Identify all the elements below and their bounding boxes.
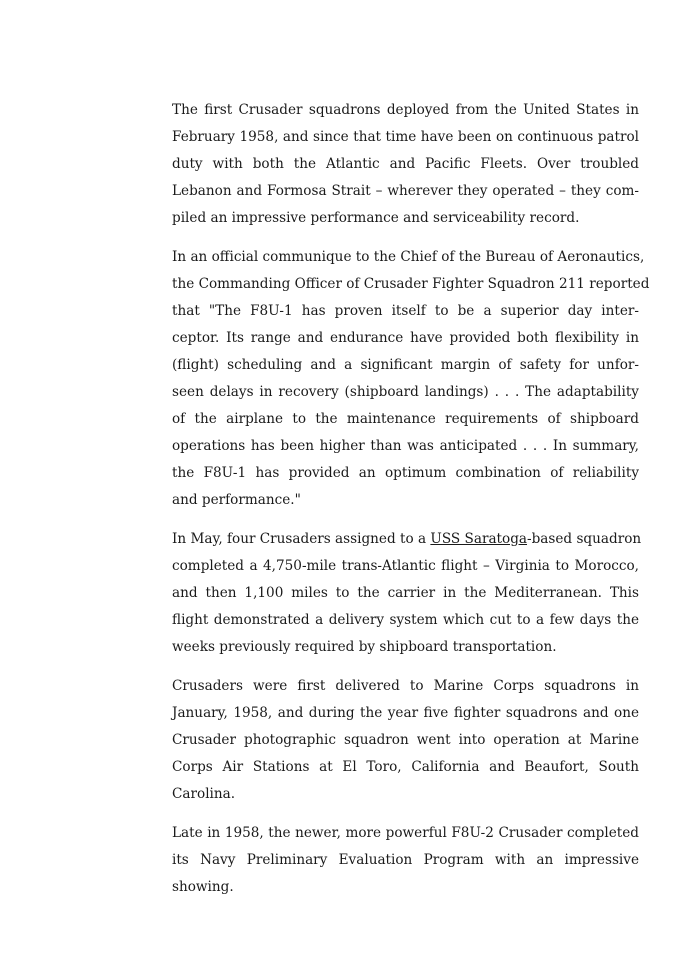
text-line: of the airplane to the maintenance requirements of shipboard (172, 411, 639, 427)
text-line: completed a 4,750-mile trans-Atlantic flight – Virginia to Morocco, (172, 558, 639, 574)
text-line: (flight) scheduling and a significant margin of safety for unfor- (172, 357, 639, 373)
text-line: February 1958, and since that time have been on continuous patrol (172, 129, 639, 145)
text-line: the F8U-1 has provided an optimum combination of reliability (172, 465, 639, 481)
text-line: its Navy Preliminary Evaluation Program with an impressive (172, 852, 639, 868)
text-line: showing. (172, 879, 234, 895)
paragraph-f8u2 (172, 820, 639, 901)
text-line: weeks previously required by shipboard transportation. (172, 639, 557, 655)
text-line: January, 1958, and during the year five fighter squadrons and one (172, 705, 639, 721)
text-line: Late in 1958, the newer, more powerful F8U-2 Crusader completed (172, 825, 639, 841)
text-line: Crusaders were first delivered to Marine Corps squadrons in (172, 678, 639, 694)
text-line: ceptor. Its range and endurance have provided both flexibility in (172, 330, 639, 346)
text-line: Carolina. (172, 786, 236, 802)
text-line: In an official communique to the Chief of the Bureau of Aeronautics, (172, 249, 645, 265)
text-line: and then 1,100 miles to the carrier in the Mediterranean. This (172, 585, 639, 601)
text-line: and performance." (172, 492, 301, 508)
text-line: Crusader photographic squadron went into operation at Marine (172, 732, 639, 748)
text-line: The first Crusader squadrons deployed from the United States in (172, 102, 639, 118)
paragraph-transatlantic (172, 526, 642, 661)
text-line: In May, four Crusaders assigned to a USS Saratoga-based squadron (172, 531, 642, 547)
text-line: operations has been higher than was anticipated . . . In summary, (172, 438, 639, 454)
body-text (172, 97, 650, 913)
text-line: duty with both the Atlantic and Pacific Fleets. Over troubled (172, 156, 639, 172)
paragraph-communique (172, 244, 650, 514)
text-line: that "The F8U-1 has proven itself to be a superior day inter- (172, 303, 639, 319)
text-line: flight demonstrated a delivery system which cut to a few days the (172, 612, 639, 628)
text-line: Corps Air Stations at El Toro, California and Beaufort, South (172, 759, 639, 775)
text-line: piled an impressive performance and serviceability record. (172, 210, 580, 226)
text-line: seen delays in recovery (shipboard landings) . . . The adaptability (172, 384, 639, 400)
paragraph-marine-corps (172, 673, 639, 808)
paragraph-deployment (172, 97, 639, 232)
ship-name: USS Saratoga (430, 531, 528, 547)
text-line: the Commanding Officer of Crusader Fighter Squadron 211 reported (172, 276, 650, 292)
text-line: Lebanon and Formosa Strait – wherever they operated – they com- (172, 183, 639, 199)
